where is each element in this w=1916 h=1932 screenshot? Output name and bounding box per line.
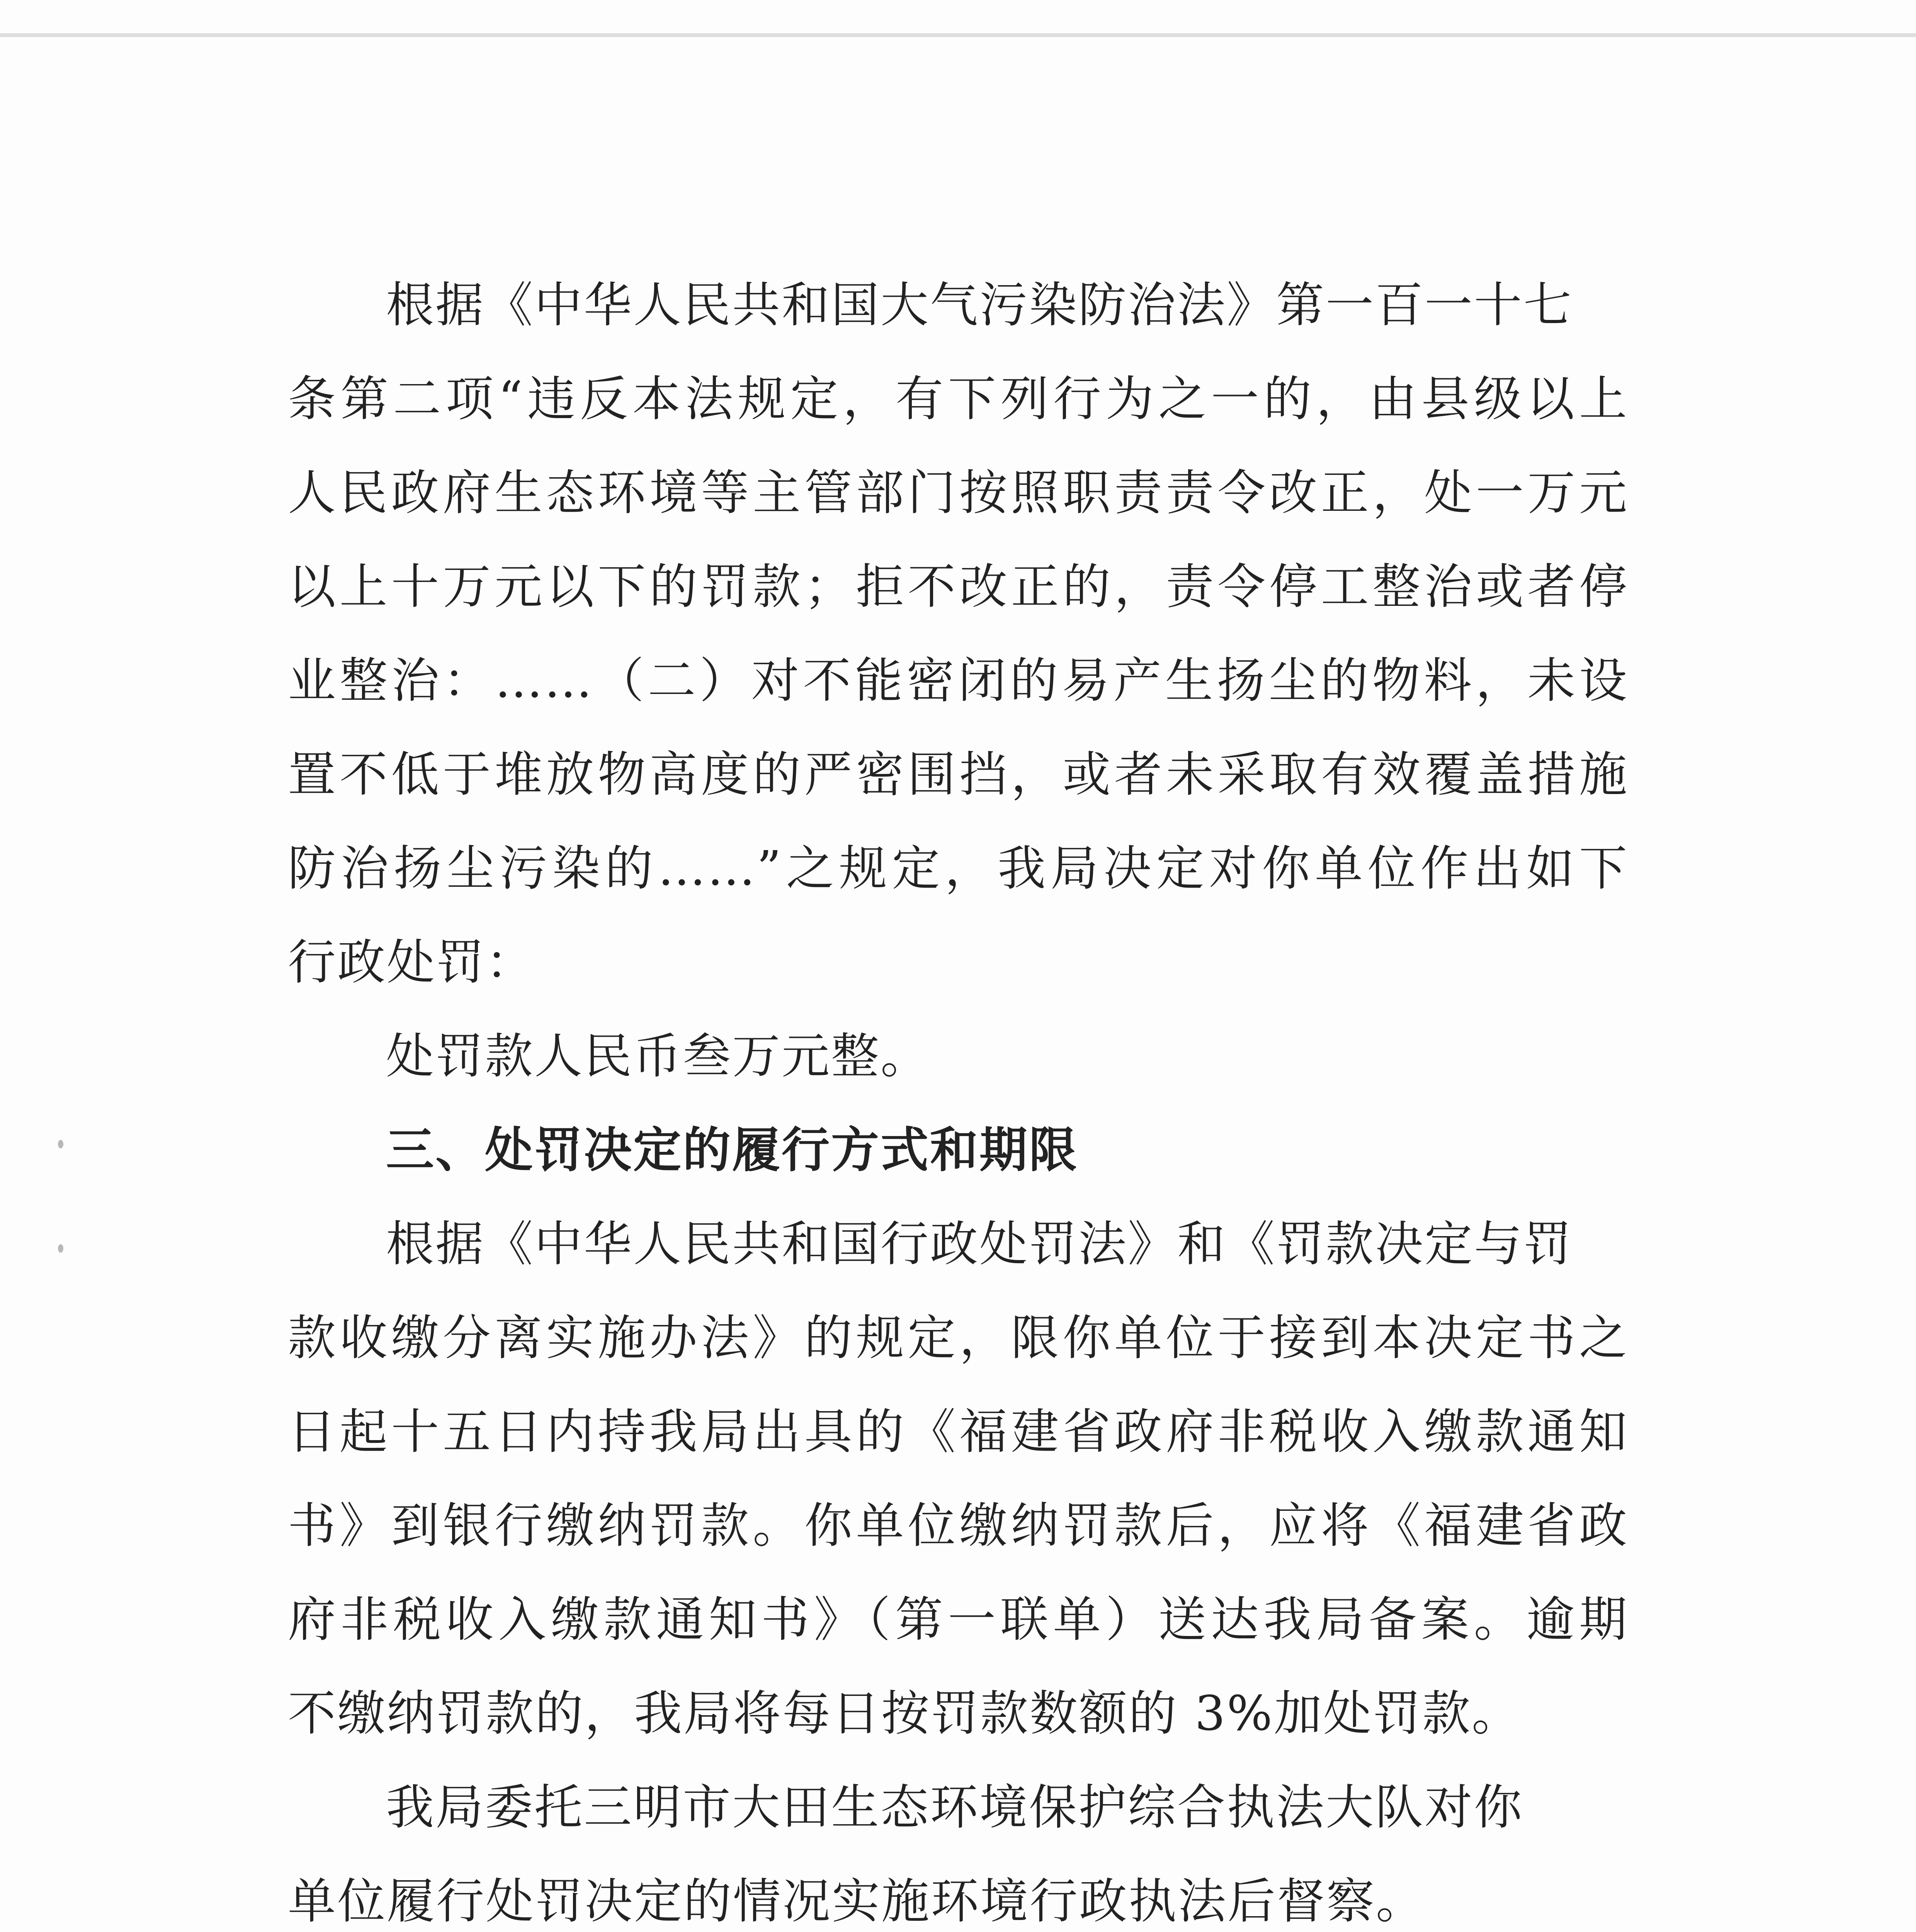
binding-hole-mark xyxy=(58,1244,63,1253)
section-heading: 三、处罚决定的履行方式和期限 xyxy=(386,1122,1079,1178)
paragraph-line: 书》到银行缴纳罚款。你单位缴纳罚款后，应将《福建省政 xyxy=(288,1498,1629,1554)
paragraph-line: 日起十五日内持我局出具的《福建省政府非税收入缴款通知 xyxy=(288,1404,1629,1460)
paragraph-line: 单位履行处罚决定的情况实施环境行政执法后督察。 xyxy=(288,1874,1426,1929)
paragraph-line: 不缴纳罚款的，我局将每日按罚款数额的 3%加处罚款。 xyxy=(288,1686,1522,1742)
scan-edge-rule xyxy=(0,33,1916,37)
paragraph-line: 防治扬尘污染的……”之规定，我局决定对你单位作出如下 xyxy=(288,841,1629,896)
penalty-amount-line: 处罚款人民币叁万元整。 xyxy=(386,1029,930,1084)
paragraph-line: 条第二项“违反本法规定，有下列行为之一的，由县级以上 xyxy=(288,371,1629,427)
paragraph-line: 行政处罚： xyxy=(288,935,536,990)
binding-hole-mark xyxy=(58,1140,63,1148)
paragraph-line: 根据《中华人民共和国大气污染防治法》第一百一十七 xyxy=(386,277,1573,333)
paragraph-line: 我局委托三明市大田生态环境保护综合执法大队对你 xyxy=(386,1780,1524,1835)
paragraph-line: 人民政府生态环境等主管部门按照职责责令改正，处一万元 xyxy=(288,465,1629,521)
paragraph-line: 府非税收入缴款通知书》（第一联单）送达我局备案。逾期 xyxy=(288,1592,1629,1648)
paragraph-line: 根据《中华人民共和国行政处罚法》和《罚款决定与罚 xyxy=(386,1216,1573,1272)
paragraph-line: 业整治：……（二）对不能密闭的易产生扬尘的物料，未设 xyxy=(288,653,1629,709)
paragraph-line: 款收缴分离实施办法》的规定，限你单位于接到本决定书之 xyxy=(288,1310,1629,1366)
paragraph-line: 置不低于堆放物高度的严密围挡，或者未采取有效覆盖措施 xyxy=(288,747,1629,803)
paragraph-line: 以上十万元以下的罚款；拒不改正的，责令停工整治或者停 xyxy=(288,559,1629,615)
